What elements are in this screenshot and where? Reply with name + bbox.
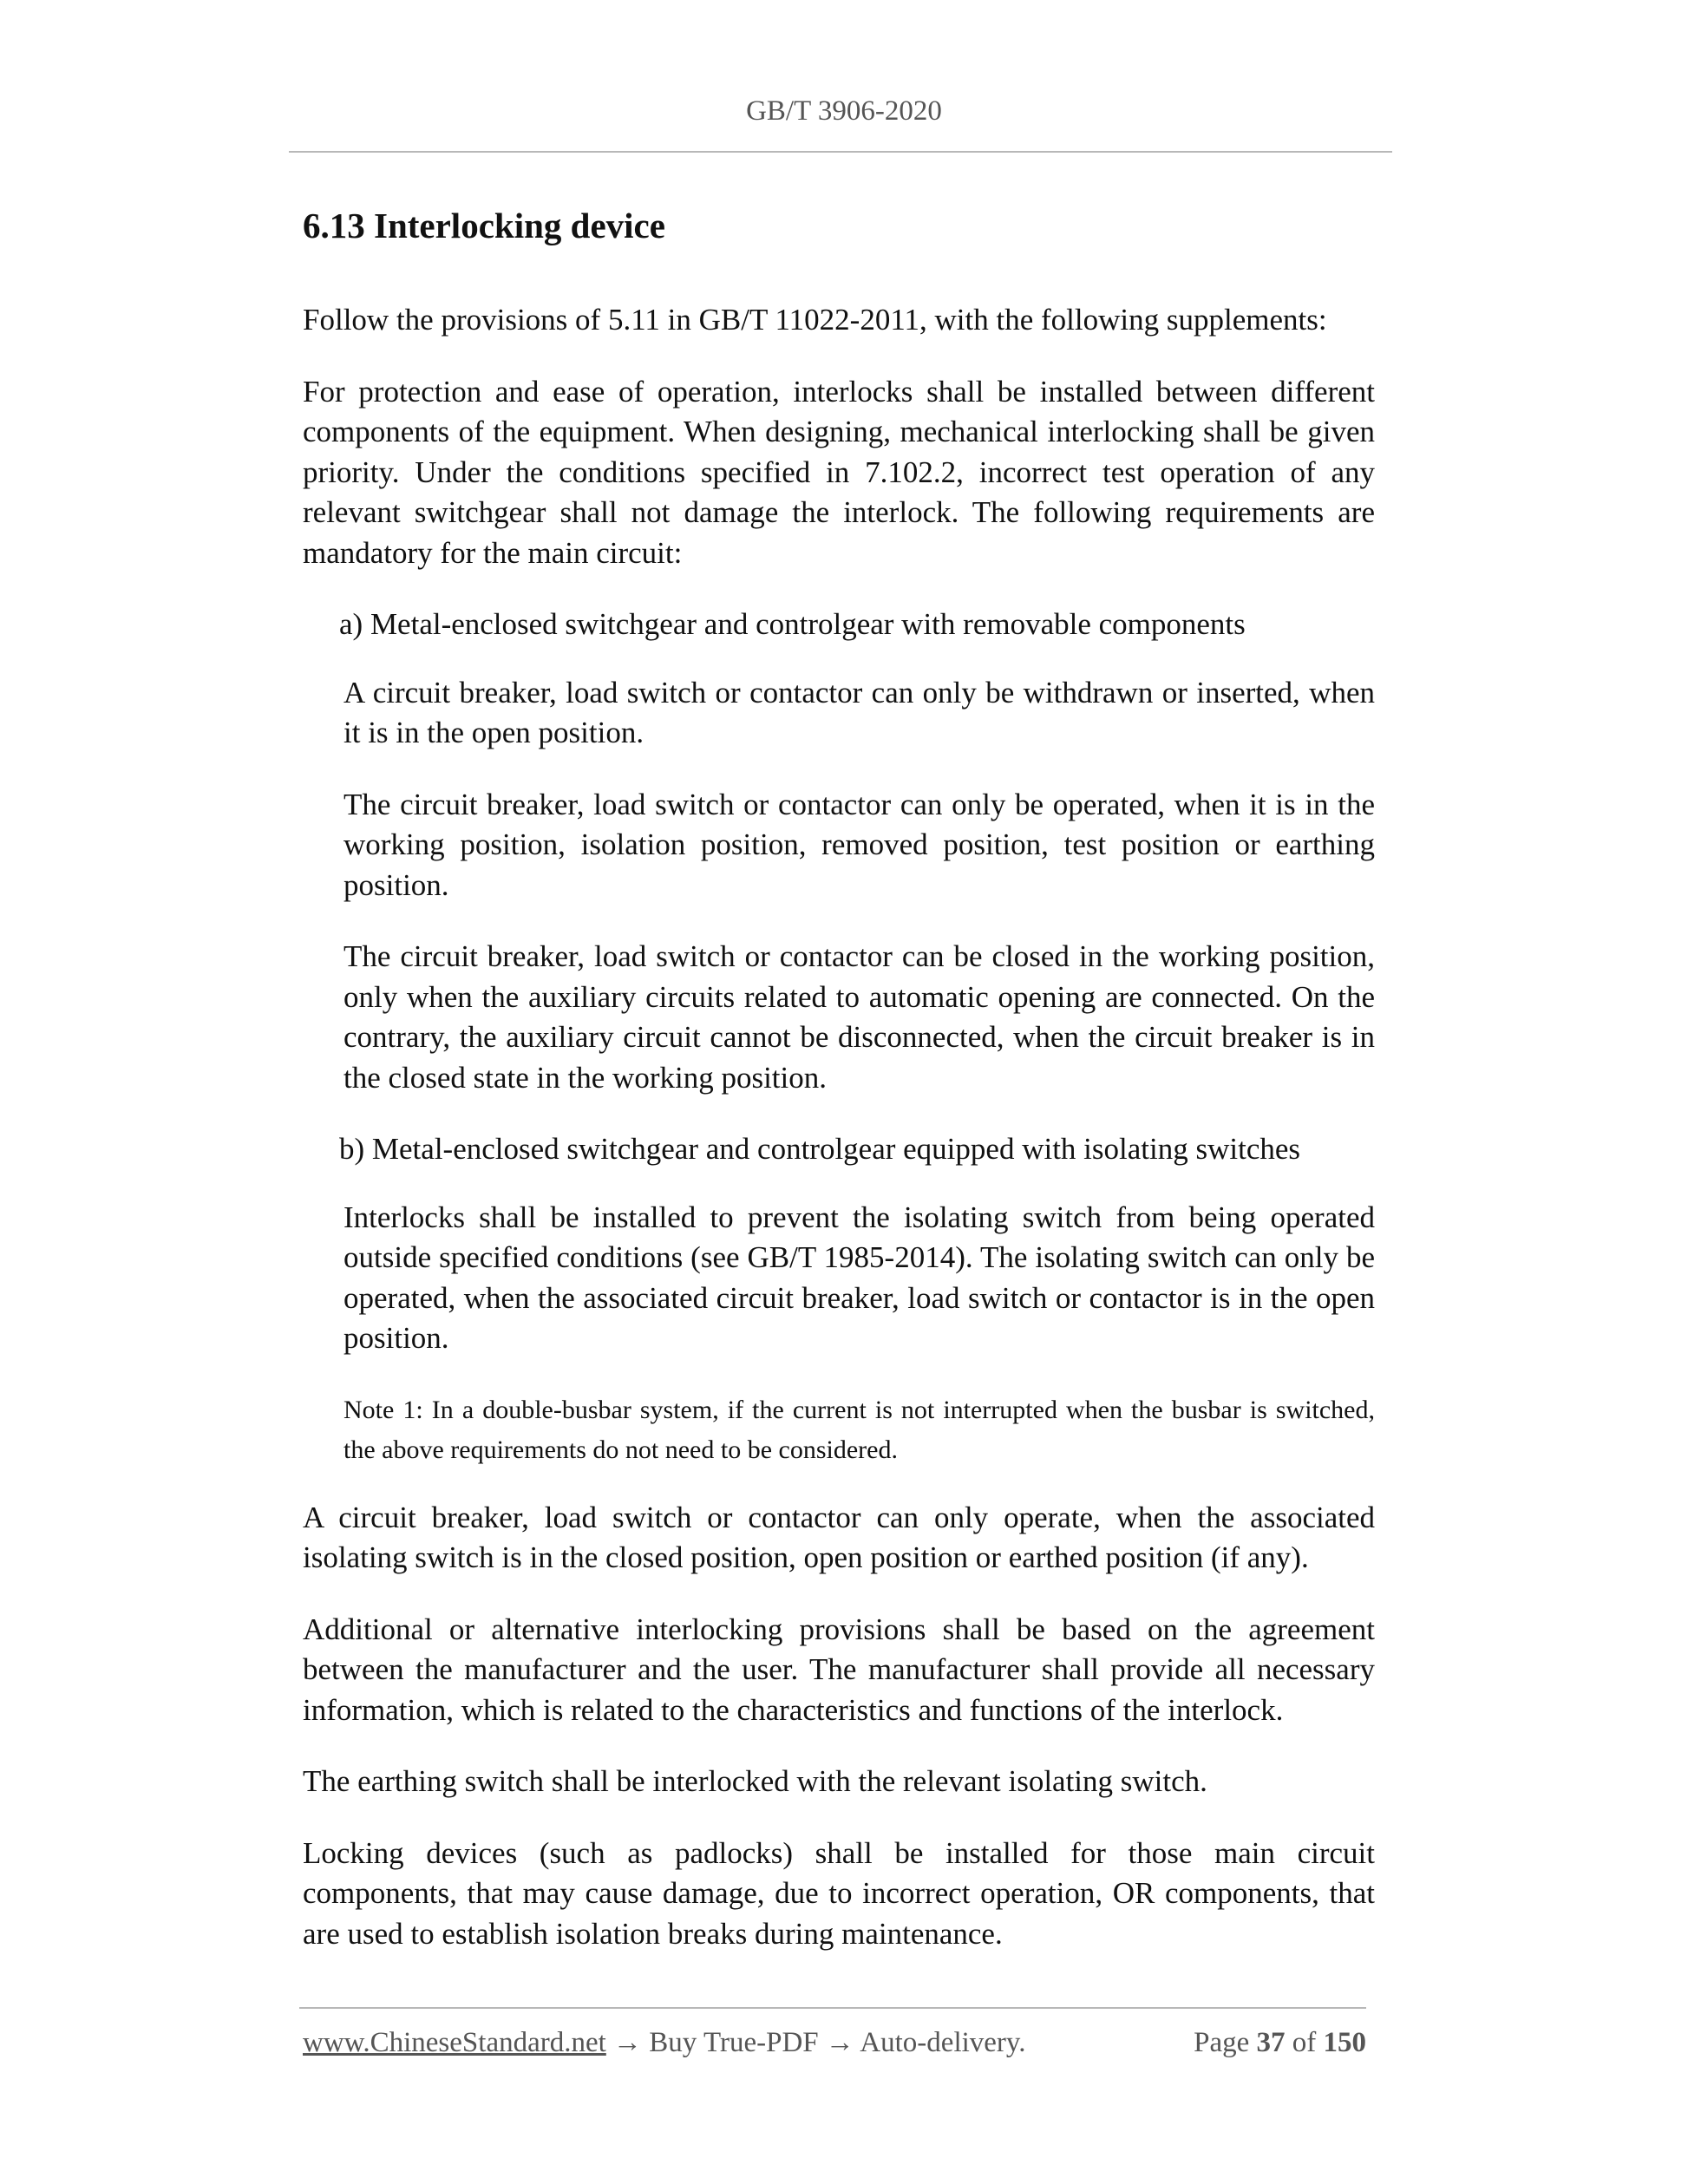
footer-divider bbox=[299, 2007, 1366, 2009]
paragraph-additional: Additional or alternative interlocking provisions shall be based on the agreement between the manufacturer and the user. The manufacturer shall provide all necessary information, which is related to the characteristics and functions of the interlock. bbox=[303, 1612, 1375, 1727]
list-item-a-paragraph: The circuit breaker, load switch or contactor can only be operated, when it is in the working position, isolation position, removed position, test position or earthing position. bbox=[343, 787, 1375, 902]
page-total: 150 bbox=[1323, 2027, 1366, 2058]
document-code-header: GB/T 3906-2020 bbox=[746, 95, 942, 127]
page-label: Page bbox=[1194, 2027, 1250, 2058]
paragraph-locking: Locking devices (such as padlocks) shall be installed for those main circuit components, that may cause damage, due to incorrect operation, OR components, that are used to establish isolation breaks during maintenance. bbox=[303, 1835, 1375, 1951]
website-link[interactable]: www.ChineseStandard.net bbox=[303, 2027, 606, 2058]
list-item-a-heading: a) Metal-enclosed switchgear and controlgear with removable components bbox=[339, 607, 1246, 641]
paragraph-earthing: The earthing switch shall be interlocked with the relevant isolating switch. bbox=[303, 1764, 1207, 1798]
paragraph-protection: For protection and ease of operation, interlocks shall be installed between different components of the equipment. When designing, mechanical interlocking shall be given priority. Under the conditions specified in 7.102.2, incorrect test operation of any relevant switchgear shall not damage the interlock. The following requirements are mandatory for the main circuit: bbox=[303, 374, 1375, 570]
section-body bbox=[303, 300, 1375, 1985]
note-1: Note 1: In a double-busbar system, if the current is not interrupted when the busbar is switched, the above requirements do not need to be considered. bbox=[343, 1395, 1375, 1464]
footer-promo bbox=[303, 2027, 1026, 2059]
list-item-b-heading: b) Metal-enclosed switchgear and controlgear equipped with isolating switches bbox=[339, 1132, 1301, 1166]
paragraph-intro: Follow the provisions of 5.11 in GB/T 11022-2011, with the following supplements: bbox=[303, 303, 1327, 337]
paragraph-cb-operate: A circuit breaker, load switch or contactor can only operate, when the associated isolating switch is in the closed position, open position or earthed position (if any). bbox=[303, 1500, 1375, 1574]
page-of: of bbox=[1292, 2027, 1317, 2058]
footer-tagline: → Buy True-PDF → Auto-delivery. bbox=[605, 2027, 1026, 2058]
page-number bbox=[1194, 2027, 1366, 2059]
list-item-b-paragraph: Interlocks shall be installed to prevent the isolating switch from being operated outside specified conditions (see GB/T 1985-2014). The isolating switch can only be operated, when the associated circuit breaker, load switch or contactor is in the open position. bbox=[343, 1200, 1375, 1355]
header-divider bbox=[289, 151, 1392, 153]
page-current: 37 bbox=[1256, 2027, 1286, 2058]
list-item-a-paragraph: The circuit breaker, load switch or contactor can be closed in the working position, only when the auxiliary circuits related to automatic opening are connected. On the contrary, the auxiliary circuit cannot be disconnected, when the circuit breaker is in the closed state in the working position. bbox=[343, 939, 1375, 1095]
list-item-a-paragraph: A circuit breaker, load switch or contactor can only be withdrawn or inserted, when it is in the open position. bbox=[343, 675, 1375, 749]
section-heading: 6.13 Interlocking device bbox=[303, 206, 665, 245]
